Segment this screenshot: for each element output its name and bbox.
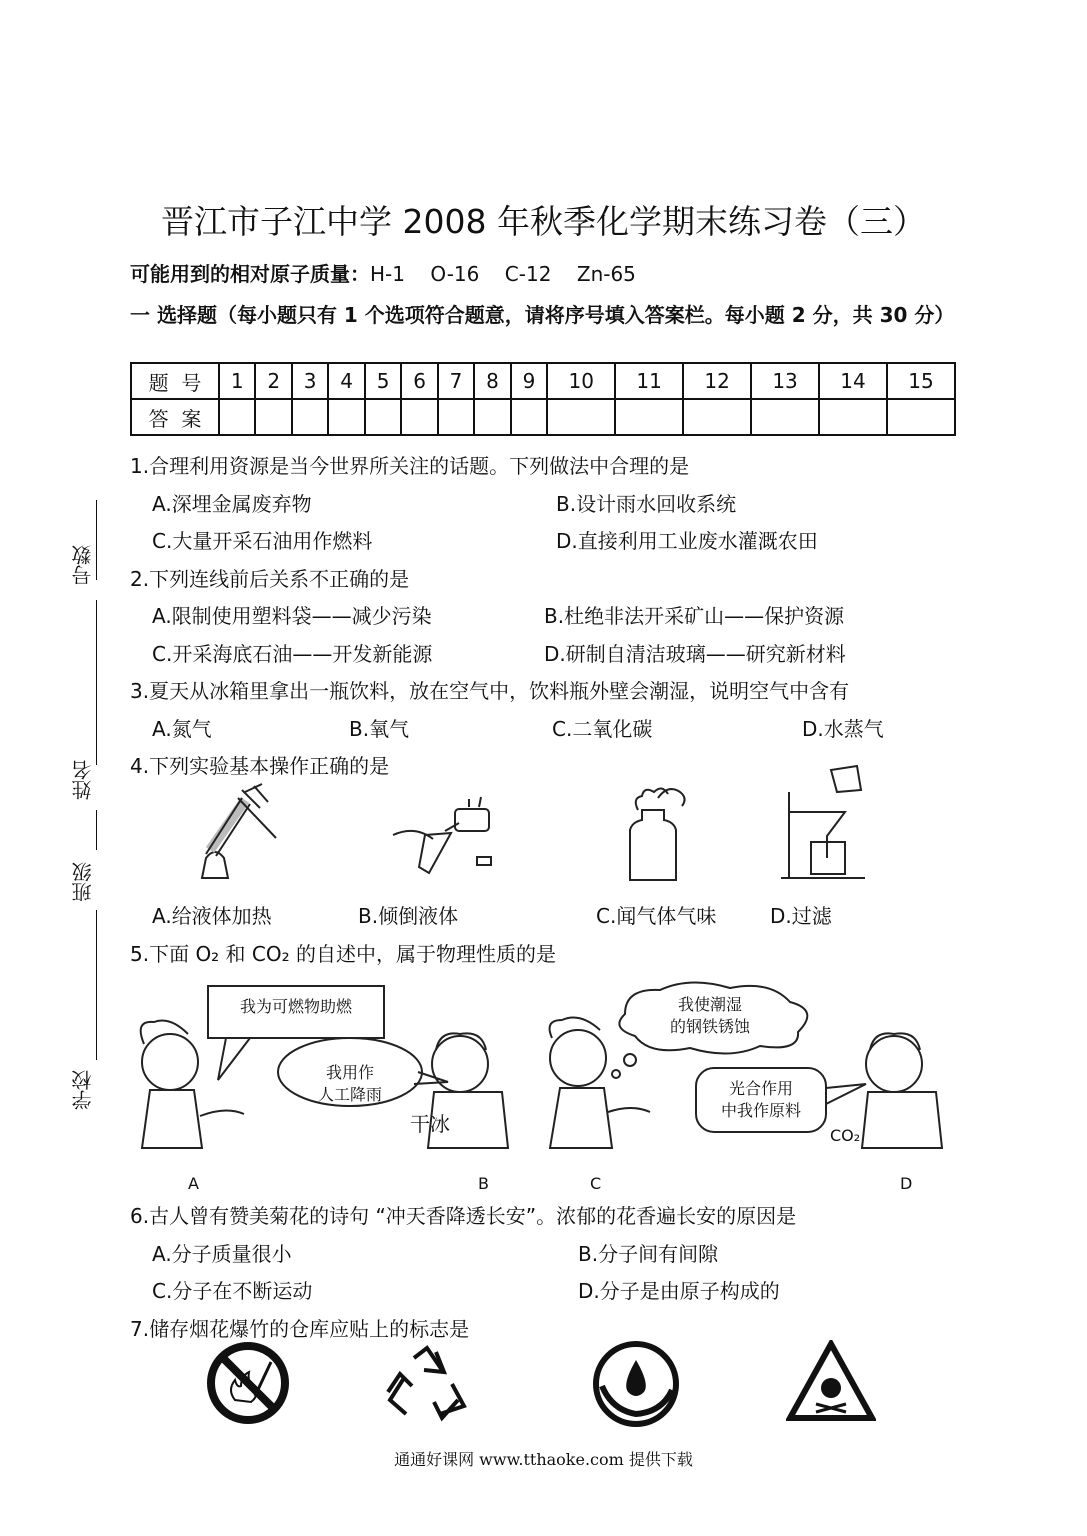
question-number-cell: 1	[219, 363, 255, 399]
q5-bubble-b	[278, 1062, 422, 1106]
no-fire-sign-icon[interactable]	[205, 1340, 291, 1426]
table-row-numbers	[131, 363, 955, 399]
side-label-school: 学校	[71, 1070, 95, 1110]
q4-option-c[interactable]: C.闻气体气味	[596, 904, 717, 928]
question-number-cell: 8	[474, 363, 510, 399]
answer-cell[interactable]	[438, 399, 474, 435]
question-number-cell: 4	[328, 363, 364, 399]
q5-bubble-b-line2: 人工降雨	[317, 1085, 382, 1104]
q4-option-b[interactable]: B.倾倒液体	[358, 904, 459, 928]
row-label-answer: 答 案	[131, 399, 219, 435]
q3-option-c[interactable]: C.二氧化碳	[552, 717, 653, 741]
q3-stem: 3.夏天从冰箱里拿出一瓶饮料，放在空气中，饮料瓶外壁会潮湿，说明空气中含有	[130, 679, 850, 703]
q5-bubble-a: 我为可燃物助燃	[239, 997, 352, 1016]
q2-option-a[interactable]: A.限制使用塑料袋——减少污染	[152, 604, 432, 628]
q3-option-a[interactable]: A.氮气	[152, 717, 212, 741]
q6-option-c[interactable]: C.分子在不断运动	[152, 1279, 313, 1303]
answer-cell[interactable]	[401, 399, 437, 435]
question-number-cell: 3	[292, 363, 328, 399]
q5-letter-b[interactable]: B	[478, 1174, 489, 1193]
table-row-answers	[131, 399, 955, 435]
q7-stem: 7.储存烟花爆竹的仓库应贴上的标志是	[130, 1317, 470, 1341]
page-footer: 通通好课网 www.tthaoke.com 提供下载	[394, 1450, 693, 1469]
water-sign-icon[interactable]	[592, 1340, 680, 1428]
q6-option-d[interactable]: D.分子是由原子构成的	[578, 1279, 780, 1303]
q2-stem: 2.下列连线前后关系不正确的是	[130, 567, 410, 591]
side-label-class: 班级	[71, 862, 95, 902]
question-number-cell: 14	[819, 363, 887, 399]
q6-option-a[interactable]: A.分子质量很小	[152, 1242, 292, 1266]
q2-option-d[interactable]: D.研制自清洁玻璃——研究新材料	[544, 642, 846, 666]
q4-option-d[interactable]: D.过滤	[770, 904, 832, 928]
q1-stem: 1.合理利用资源是当今世界所关注的话题。下列做法中合理的是	[130, 454, 690, 478]
question-number-cell: 2	[255, 363, 291, 399]
question-number-cell: 7	[438, 363, 474, 399]
q5-bubble-c-line1: 我使潮湿	[677, 995, 742, 1014]
answer-cell[interactable]	[328, 399, 364, 435]
q5-stem: 5.下面 O₂ 和 CO₂ 的自述中，属于物理性质的是	[130, 942, 556, 966]
section-heading: 一 选择题（每小题只有 1 个选项符合题意，请将序号填入答案栏。每小题 2 分，共 30 分）	[130, 303, 955, 327]
q4-stem: 4.下列实验基本操作正确的是	[130, 754, 390, 778]
q6-stem: 6.古人曾有赞美菊花的诗句 “冲天香降透长安”。浓郁的花香遍长安的原因是	[130, 1204, 797, 1228]
q5-letter-d[interactable]: D	[900, 1174, 913, 1193]
q2-option-b[interactable]: B.杜绝非法开采矿山——保护资源	[544, 604, 845, 628]
smelling-gas-illustration	[618, 780, 698, 885]
atomic-mass-values: H-1 O-16 C-12 Zn-65	[370, 262, 636, 286]
q5-label-co2: CO₂	[830, 1126, 861, 1145]
q5-label-dry-ice: 干冰	[410, 1112, 450, 1136]
q1-option-c[interactable]: C.大量开采石油用作燃料	[152, 529, 373, 553]
q6-option-b[interactable]: B.分子间有间隙	[578, 1242, 719, 1266]
question-number-cell: 11	[615, 363, 683, 399]
answer-cell[interactable]	[751, 399, 819, 435]
answer-cell[interactable]	[547, 399, 615, 435]
q3-option-b[interactable]: B.氧气	[349, 717, 410, 741]
pouring-liquid-illustration	[385, 795, 505, 885]
q5-bubble-d	[696, 1078, 826, 1122]
answer-cell[interactable]	[683, 399, 751, 435]
answer-cell[interactable]	[219, 399, 255, 435]
q1-option-a[interactable]: A.深埋金属废弃物	[152, 492, 312, 516]
q5-bubble-c-line2: 的钢铁锈蚀	[669, 1017, 750, 1036]
question-number-cell: 6	[401, 363, 437, 399]
question-number-cell: 12	[683, 363, 751, 399]
answer-cell[interactable]	[292, 399, 328, 435]
q5-bubble-b-line1: 我用作	[325, 1063, 374, 1082]
q5-bubble-d-line2: 中我作原料	[720, 1101, 801, 1120]
heating-liquid-illustration	[180, 780, 290, 885]
side-line-class	[96, 810, 97, 850]
answer-cell[interactable]	[819, 399, 887, 435]
question-number-cell: 5	[365, 363, 401, 399]
q4-option-a[interactable]: A.给液体加热	[152, 904, 272, 928]
q3-option-d[interactable]: D.水蒸气	[802, 717, 884, 741]
row-label-number: 题 号	[131, 363, 219, 399]
q5-bubble-c	[640, 994, 780, 1038]
question-number-cell: 9	[511, 363, 547, 399]
atomic-mass-label: 可能用到的相对原子质量：	[130, 262, 370, 286]
q1-option-b[interactable]: B.设计雨水回收系统	[556, 492, 737, 516]
page-title: 晋江市子江中学 2008 年秋季化学期末练习卷（三）	[161, 202, 926, 241]
question-number-cell: 15	[887, 363, 955, 399]
side-line-name	[96, 600, 97, 765]
answer-cell[interactable]	[615, 399, 683, 435]
answer-cell[interactable]	[887, 399, 955, 435]
filtration-illustration	[775, 762, 875, 884]
side-label-number: 号数	[71, 545, 95, 585]
side-line-school	[96, 910, 97, 1060]
answer-table	[130, 362, 956, 436]
answer-cell[interactable]	[255, 399, 291, 435]
side-label-name: 姓名	[71, 760, 95, 800]
answer-cell[interactable]	[474, 399, 510, 435]
answer-cell[interactable]	[365, 399, 401, 435]
question-number-cell: 13	[751, 363, 819, 399]
q1-option-d[interactable]: D.直接利用工业废水灌溉农田	[556, 529, 818, 553]
toxic-sign-icon[interactable]	[786, 1340, 876, 1424]
atomic-mass-line	[130, 258, 636, 287]
q5-letter-a[interactable]: A	[188, 1174, 199, 1193]
q5-bubble-d-line1: 光合作用	[728, 1079, 793, 1098]
q2-option-c[interactable]: C.开采海底石油——开发新能源	[152, 642, 433, 666]
recycle-sign-icon[interactable]	[384, 1344, 470, 1424]
answer-cell[interactable]	[511, 399, 547, 435]
q5-letter-c[interactable]: C	[590, 1174, 602, 1193]
question-number-cell: 10	[547, 363, 615, 399]
